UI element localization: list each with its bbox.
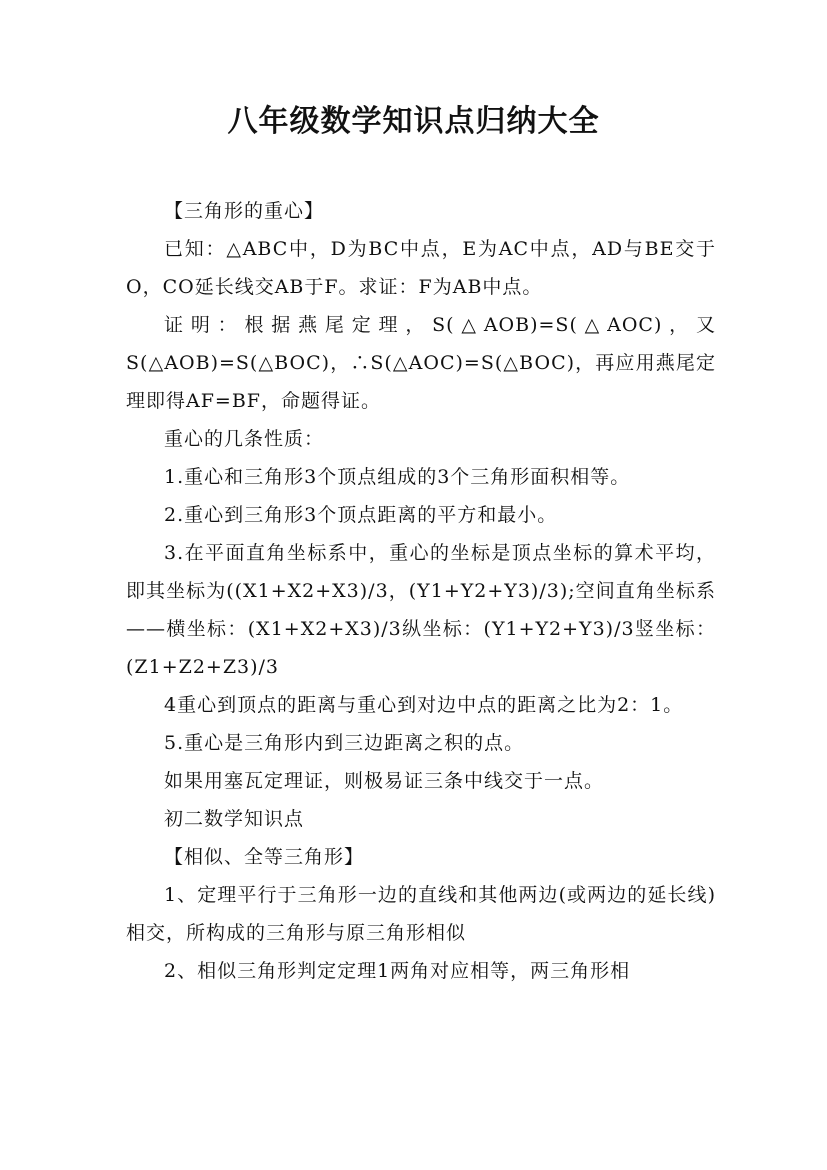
document-title: 八年级数学知识点归纳大全: [227, 104, 600, 139]
paragraph-section-heading-centroid: 【三角形的重心】: [164, 200, 325, 222]
paragraph-grade-heading: 初二数学知识点: [164, 808, 305, 830]
paragraph-given: 已知：△ABC中，D为BC中点，E为AC中点，AD与BE交于O，CO延长线交AB于F。求证：F为AB中点。: [126, 238, 716, 298]
paragraph-property-1: 1.重心和三角形3个顶点组成的3个三角形面积相等。: [164, 466, 631, 488]
paragraph-properties-heading: 重心的几条性质：: [164, 428, 325, 450]
paragraph-property-4: 4重心到顶点的距离与重心到对边中点的距离之比为2：1。: [164, 694, 684, 716]
paragraph-theorem-1: 1、定理平行于三角形一边的直线和其他两边(或两边的延长线)相交，所构成的三角形与原三角形相似: [126, 884, 716, 944]
paragraph-section-heading-similar: 【相似、全等三角形】: [164, 846, 365, 868]
paragraph-theorem-2: 2、相似三角形判定定理1两角对应相等，两三角形相: [164, 960, 631, 982]
paragraph-property-3: 3.在平面直角坐标系中，重心的坐标是顶点坐标的算术平均，即其坐标为((X1+X2+X3)/3，(Y1+Y2+Y3)/3);空间直角坐标系——横坐标：(X1+X2+X3)/3纵坐标：(Y1+Y2+Y3)/3竖坐标：(Z1+Z2+Z3)/3: [126, 542, 716, 678]
paragraph-ceva-note: 如果用塞瓦定理证，则极易证三条中线交于一点。: [164, 770, 605, 792]
paragraph-proof: 证明：根据燕尾定理，S(△AOB)=S(△AOC)，又S(△AOB)=S(△BOC)，∴S(△AOC)=S(△BOC)，再应用燕尾定理即得AF=BF，命题得证。: [126, 314, 716, 412]
paragraph-property-2: 2.重心到三角形3个顶点距离的平方和最小。: [164, 504, 558, 526]
document-body: [126, 192, 716, 990]
paragraph-property-5: 5.重心是三角形内到三边距离之积的点。: [164, 732, 525, 754]
